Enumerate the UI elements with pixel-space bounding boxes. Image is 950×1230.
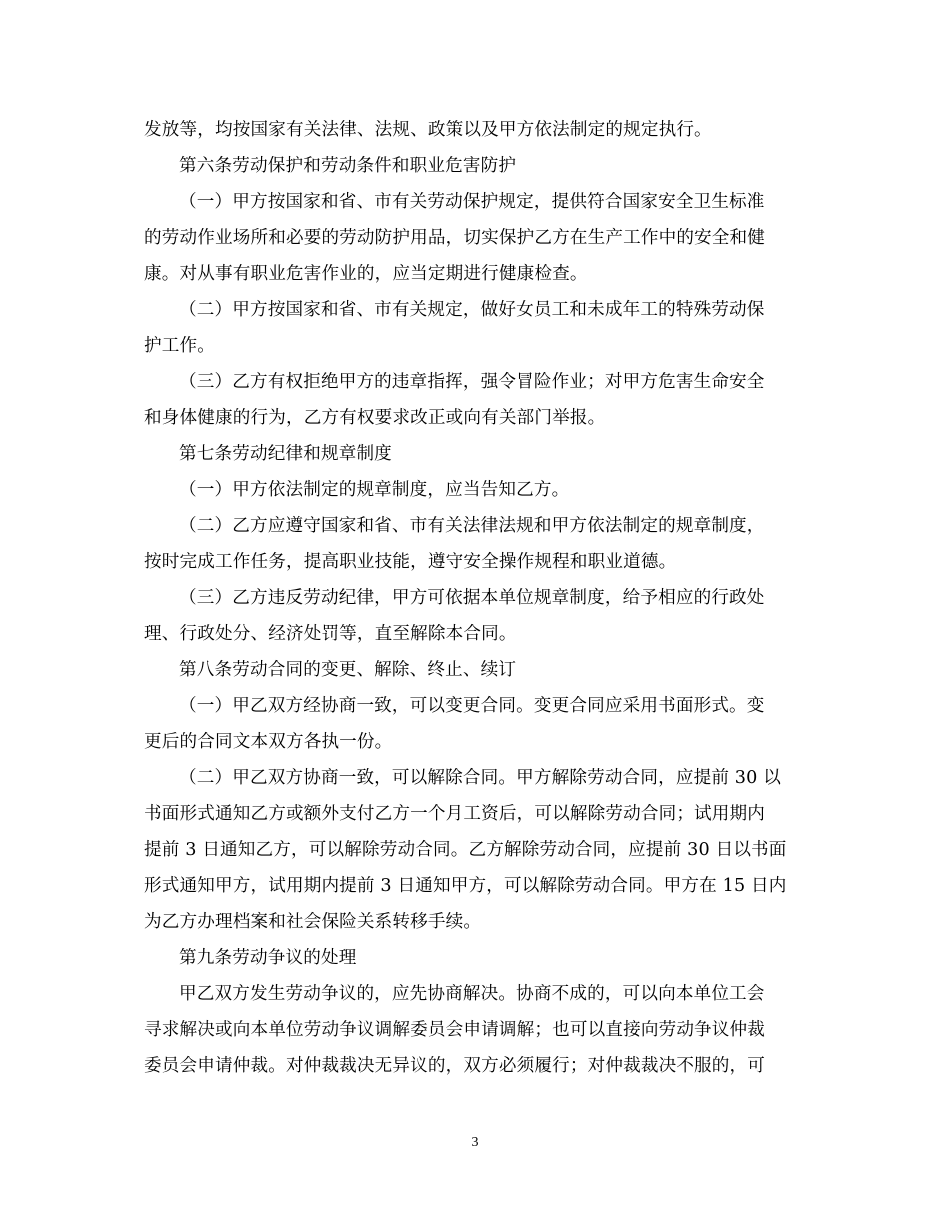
paragraph-line: 发放等，均按国家有关法律、法规、政策以及甲方依法制定的规定执行。 (144, 120, 712, 140)
paragraph-line: （一）甲乙双方经协商一致，可以变更合同。变更合同应采用书面形式。变 (179, 696, 765, 716)
paragraph-line: （二）甲乙双方协商一致，可以解除合同。甲方解除劳动合同，应提前 30 以 (179, 768, 781, 788)
paragraph-line: （一）甲方按国家和省、市有关劳动保护规定，提供符合国家安全卫生标准 (179, 192, 765, 212)
paragraph-line: （二）甲方按国家和省、市有关规定，做好女员工和未成年工的特殊劳动保 (179, 300, 765, 320)
paragraph-line: 按时完成工作任务，提高职业技能，遵守安全操作规程和职业道德。 (144, 552, 677, 572)
section-heading-8: 第八条劳动合同的变更、解除、终止、续订 (179, 660, 517, 680)
paragraph-line: 和身体健康的行为，乙方有权要求改正或向有关部门举报。 (144, 408, 606, 428)
paragraph-line: （三）乙方有权拒绝甲方的违章指挥，强令冒险作业；对甲方危害生命安全 (179, 372, 765, 392)
paragraph-line: 护工作。 (144, 336, 215, 356)
section-heading-9: 第九条劳动争议的处理 (179, 948, 357, 968)
section-heading-7: 第七条劳动纪律和规章制度 (179, 444, 392, 464)
paragraph-line: 更后的合同文本双方各执一份。 (144, 732, 393, 752)
paragraph-line: （三）乙方违反劳动纪律，甲方可依据本单位规章制度，给予相应的行政处 (179, 588, 765, 608)
section-heading-6: 第六条劳动保护和劳动条件和职业危害防护 (179, 156, 517, 176)
paragraph-line: 康。对从事有职业危害作业的，应当定期进行健康检查。 (144, 264, 588, 284)
paragraph-line: 提前 3 日通知乙方，可以解除劳动合同。乙方解除劳动合同，应提前 30 日以书面 (144, 840, 787, 860)
paragraph-line: 寻求解决或向本单位劳动争议调解委员会申请调解；也可以直接向劳动争议仲裁 (144, 1020, 766, 1040)
paragraph-line: 甲乙双方发生劳动争议的，应先协商解决。协商不成的，可以向本单位工会 (179, 984, 765, 1004)
page-number: 3 (471, 1135, 479, 1150)
paragraph-line: 为乙方办理档案和社会保险关系转移手续。 (144, 912, 482, 932)
paragraph-line: 委员会申请仲裁。对仲裁裁决无异议的，双方必须履行；对仲裁裁决不服的，可 (144, 1056, 766, 1076)
paragraph-line: 书面形式通知乙方或额外支付乙方一个月工资后，可以解除劳动合同；试用期内 (144, 804, 766, 824)
paragraph-line: 理、行政处分、经济处罚等，直至解除本合同。 (144, 624, 517, 644)
paragraph-line: 的劳动作业场所和必要的劳动防护用品，切实保护乙方在生产工作中的安全和健 (144, 228, 766, 248)
paragraph-line: 形式通知甲方，试用期内提前 3 日通知甲方，可以解除劳动合同。甲方在 15 日内 (144, 876, 787, 896)
paragraph-line: （二）乙方应遵守国家和省、市有关法律法规和甲方依法制定的规章制度， (179, 516, 765, 536)
paragraph-line: （一）甲方依法制定的规章制度，应当告知乙方。 (179, 480, 570, 500)
